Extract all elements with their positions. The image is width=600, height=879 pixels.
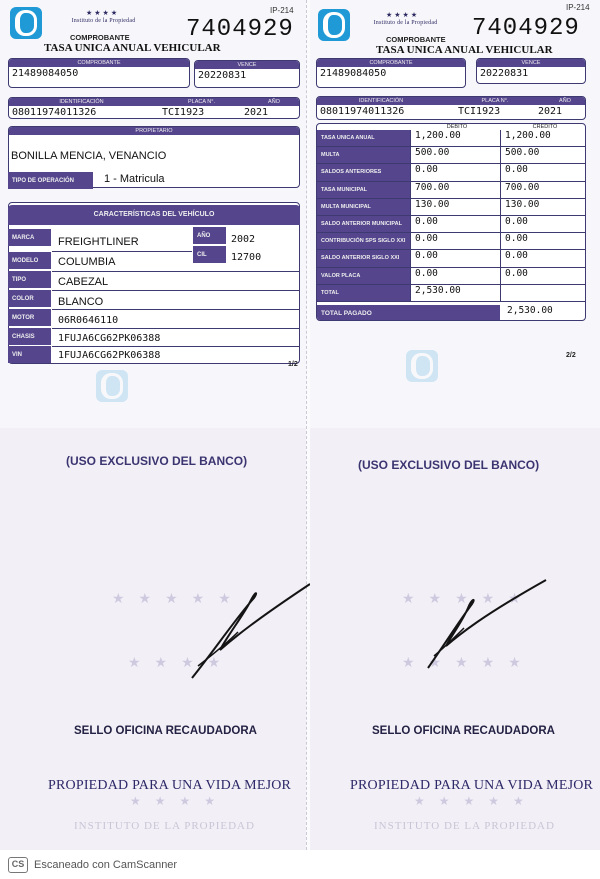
bank-section-left xyxy=(0,428,306,850)
institution-watermark: INSTITUTO DE LA PROPIEDAD xyxy=(74,820,255,832)
tipo-value: CABEZAL xyxy=(58,276,109,288)
watermark-logo-icon xyxy=(406,350,438,382)
credito-value: 700.00 xyxy=(500,182,586,198)
charge-label: SALDO ANTERIOR SIGLO XXI xyxy=(317,250,410,266)
comprobante-heading: COMPROBANTE xyxy=(386,35,446,44)
debito-value: 0.00 xyxy=(410,233,500,249)
sello-label: SELLO OFICINA RECAUDADORA xyxy=(74,725,257,737)
chasis-label: CHASIS xyxy=(8,328,51,345)
id-placa-values xyxy=(317,105,585,118)
charge-label: SALDO ANTERIOR MUNICIPAL xyxy=(317,216,410,232)
signature-icon xyxy=(186,578,316,688)
ano-value: 2021 xyxy=(244,107,269,118)
charge-row xyxy=(317,182,586,199)
caracteristicas-title: CARACTERÍSTICAS DEL VEHÍCULO xyxy=(8,205,300,225)
vence-value: 20220831 xyxy=(480,68,529,79)
row-divider xyxy=(52,346,300,347)
receipt-number: 7404929 xyxy=(186,16,294,43)
receipt-number: 7404929 xyxy=(472,15,580,42)
receipt-title: TASA UNICA ANUAL VEHICULAR xyxy=(44,42,221,54)
debito-value: 0.00 xyxy=(410,216,500,232)
placa-label: PLACA N°. xyxy=(188,99,215,105)
page-number: 1/2 xyxy=(288,361,298,368)
charge-label: MULTA MUNICIPAL xyxy=(317,199,410,215)
stars-watermark: ★★★★★ xyxy=(402,654,535,670)
charge-row xyxy=(317,164,586,181)
charge-row xyxy=(317,268,586,285)
stars-decoration: ★★★★ xyxy=(86,10,120,17)
id-placa-header xyxy=(317,97,585,105)
receipt-page-2 xyxy=(310,0,600,428)
comprobante-field xyxy=(316,58,466,88)
identificacion-value: 08011974011326 xyxy=(12,107,97,118)
stars-watermark: ★★★★★ xyxy=(402,590,535,606)
ano-vehiculo-value: 2002 xyxy=(231,234,256,245)
scanner-text: Escaneado con CamScanner xyxy=(34,858,178,871)
identificacion-value: 08011974011326 xyxy=(320,106,405,117)
row-divider xyxy=(52,251,192,252)
propietario-label: PROPIETARIO xyxy=(9,127,299,135)
charge-row xyxy=(317,130,586,147)
comprobante-value: 21489084050 xyxy=(12,68,79,79)
modelo-label: MODELO xyxy=(8,252,51,269)
page-number: 2/2 xyxy=(566,352,576,359)
debito-value: 1,200.00 xyxy=(410,130,500,146)
motor-value: 06R0646110 xyxy=(58,315,119,326)
charge-label: CONTRIBUCIÓN SPS SIGLO XXI xyxy=(317,233,410,249)
institution-name: Instituto de la Propiedad xyxy=(373,20,438,26)
debito-value: 0.00 xyxy=(410,164,500,180)
bank-use-only-label: (USO EXCLUSIVO DEL BANCO) xyxy=(66,454,248,468)
vence-field xyxy=(476,58,586,84)
ip-logo-icon xyxy=(10,7,42,39)
identificacion-label: IDENTIFICACIÓN xyxy=(59,99,104,105)
credito-value: 1,200.00 xyxy=(500,130,586,146)
placa-value: TCI1923 xyxy=(458,106,501,117)
charges-table xyxy=(316,123,586,321)
vence-field xyxy=(194,60,300,88)
charge-row xyxy=(317,233,586,250)
comprobante-label: COMPROBANTE xyxy=(9,59,189,67)
charge-label: MULTA xyxy=(317,147,410,163)
debito-value: 0.00 xyxy=(410,268,500,284)
charge-label: TASA MUNICIPAL xyxy=(317,182,410,198)
tipo-operacion-value: 1 - Matricula xyxy=(104,173,165,185)
bank-section-right xyxy=(310,428,600,850)
comprobante-value: 21489084050 xyxy=(320,68,387,79)
charge-label: TASA UNICA ANUAL xyxy=(317,130,410,146)
credito-value: 0.00 xyxy=(500,268,586,284)
comprobante-label: COMPROBANTE xyxy=(317,59,465,67)
form-code: IP-214 xyxy=(566,3,590,12)
debito-value: 0.00 xyxy=(410,250,500,266)
row-divider xyxy=(52,309,300,310)
identificacion-label: IDENTIFICACIÓN xyxy=(358,98,404,104)
motor-label: MOTOR xyxy=(8,309,51,326)
debito-value: 500.00 xyxy=(410,147,500,163)
stars-watermark: ★★★★★ xyxy=(414,794,538,808)
id-placa-field xyxy=(8,97,300,119)
charge-row xyxy=(317,147,586,164)
ip-logo-icon xyxy=(318,9,350,41)
debito-header: DÉBITO xyxy=(446,124,468,130)
chasis-value: 1FUJA6CG62PK06388 xyxy=(58,333,161,344)
total-pagado-value: 2,530.00 xyxy=(507,305,553,316)
motto: PROPIEDAD PARA UNA VIDA MEJOR xyxy=(350,778,594,793)
form-code: IP-214 xyxy=(270,6,294,15)
row-divider xyxy=(52,271,300,272)
charge-row xyxy=(317,199,586,216)
vence-value: 20220831 xyxy=(198,70,247,81)
charge-label: TOTAL xyxy=(317,285,410,301)
stars-watermark: ★★★★★ xyxy=(112,590,245,606)
debito-value: 2,530.00 xyxy=(410,285,500,301)
credito-value: 0.00 xyxy=(500,164,586,180)
credito-value: 130.00 xyxy=(500,199,586,215)
modelo-value: COLUMBIA xyxy=(58,256,116,268)
stars-decoration: ★★★★ xyxy=(386,12,420,19)
ano-header-label: AÑO xyxy=(268,99,280,105)
debito-value: 130.00 xyxy=(410,199,500,215)
credito-value xyxy=(500,285,586,301)
receipt-page-1 xyxy=(0,0,306,428)
total-pagado-label: TOTAL PAGADO xyxy=(317,305,500,321)
bank-use-only-label: (USO EXCLUSIVO DEL BANCO) xyxy=(358,458,540,472)
credito-value: 0.00 xyxy=(500,216,586,232)
marca-label: MARCA xyxy=(8,229,51,246)
receipt-title: TASA UNICA ANUAL VEHICULAR xyxy=(376,44,553,56)
stars-watermark: ★★★★ xyxy=(128,654,235,670)
scanner-footer xyxy=(0,850,600,879)
charge-row xyxy=(317,216,586,233)
comprobante-heading: COMPROBANTE xyxy=(70,33,130,42)
debito-value: 700.00 xyxy=(410,182,500,198)
charge-label: SALDOS ANTERIORES xyxy=(317,164,410,180)
vin-value: 1FUJA6CG62PK06388 xyxy=(58,350,161,361)
placa-label: PLACA N°. xyxy=(481,98,509,104)
cil-label: CIL xyxy=(193,246,226,263)
id-placa-header xyxy=(9,98,299,106)
placa-value: TCI1923 xyxy=(162,107,205,118)
charge-row xyxy=(317,285,586,302)
ano-value: 2021 xyxy=(538,106,563,117)
charge-label: VALOR PLACA xyxy=(317,268,410,284)
tipo-operacion-label: TIPO DE OPERACIÓN xyxy=(8,172,93,189)
stars-watermark: ★★★★ xyxy=(130,794,230,808)
vence-label: VENCE xyxy=(195,61,299,69)
vin-label: VIN xyxy=(8,346,51,363)
ano-vehiculo-label: AÑO xyxy=(193,227,226,244)
tipo-label: TIPO xyxy=(8,271,51,288)
comprobante-field xyxy=(8,58,190,88)
charge-row xyxy=(317,250,586,267)
row-divider xyxy=(52,328,300,329)
id-placa-field xyxy=(316,96,586,120)
propietario-value: BONILLA MENCIA, VENANCIO xyxy=(11,150,167,162)
camscanner-icon: CS xyxy=(8,857,28,873)
sello-label: SELLO OFICINA RECAUDADORA xyxy=(372,725,555,737)
signature-icon xyxy=(420,576,550,676)
id-placa-values xyxy=(9,106,299,119)
credito-header: CRÉDITO xyxy=(532,124,558,130)
credito-value: 0.00 xyxy=(500,250,586,266)
vence-label: VENCE xyxy=(477,59,585,67)
credito-value: 500.00 xyxy=(500,147,586,163)
color-value: BLANCO xyxy=(58,296,104,308)
color-label: COLOR xyxy=(8,290,51,307)
institution-watermark: INSTITUTO DE LA PROPIEDAD xyxy=(374,820,555,832)
row-divider xyxy=(52,290,300,291)
watermark-logo-icon xyxy=(96,370,128,402)
ano-header-label: AÑO xyxy=(559,98,571,104)
credito-value: 0.00 xyxy=(500,233,586,249)
motto: PROPIEDAD PARA UNA VIDA MEJOR xyxy=(48,778,292,793)
cil-value: 12700 xyxy=(231,252,262,263)
marca-value: FREIGHTLINER xyxy=(58,236,139,248)
institution-name: Instituto de la Propiedad xyxy=(71,18,136,24)
